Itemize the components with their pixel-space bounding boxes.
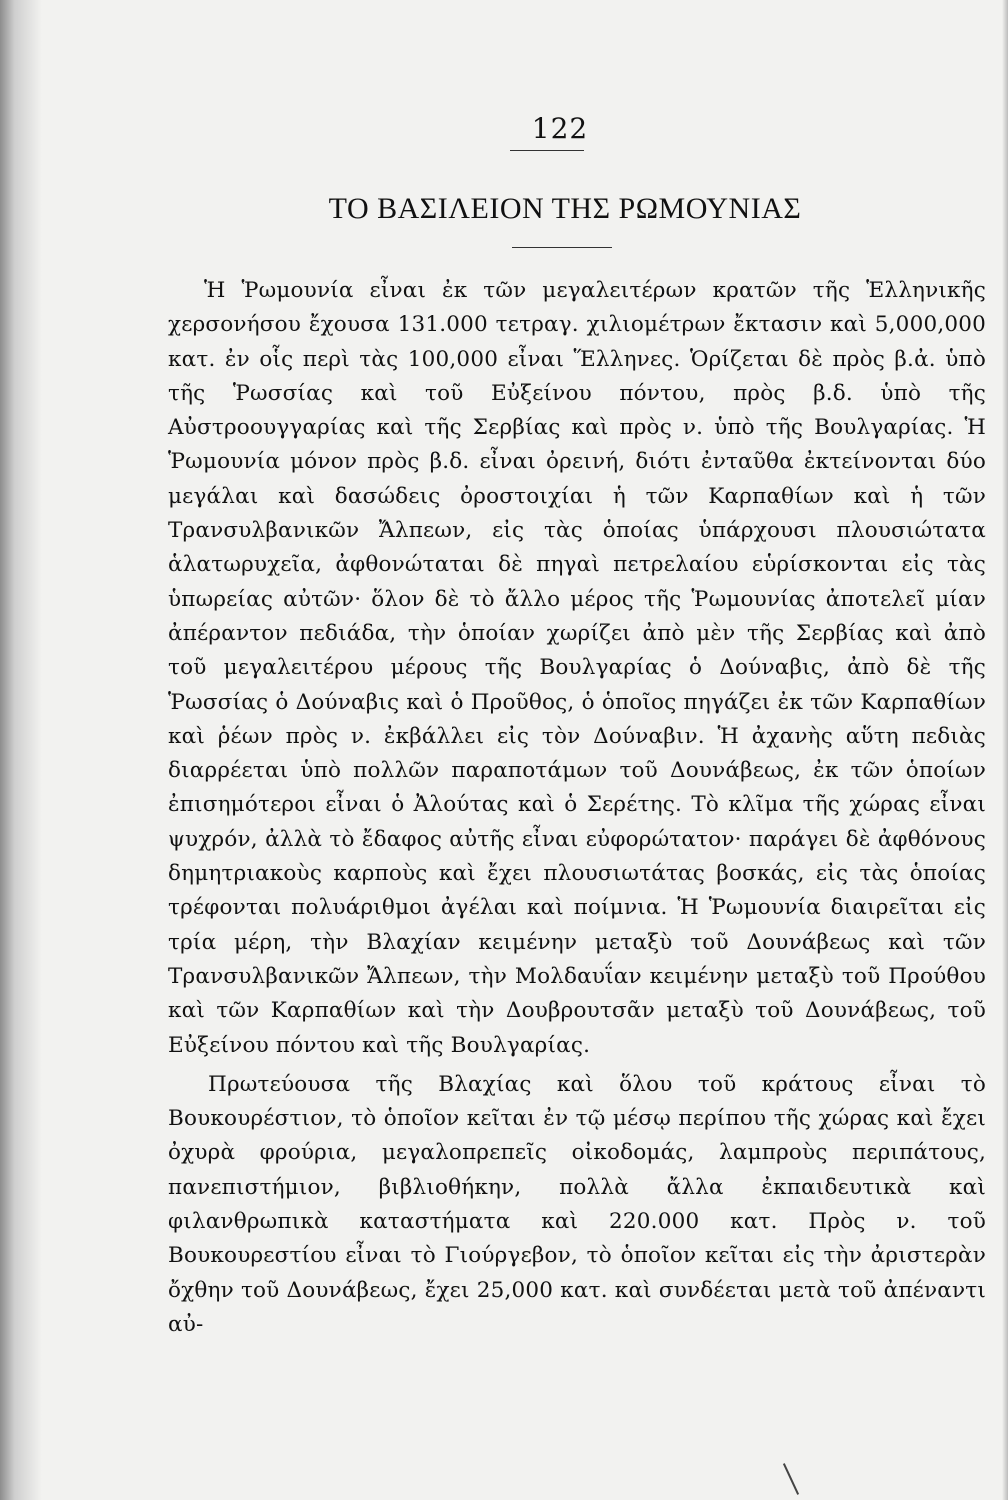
page-number-rule (510, 150, 584, 151)
paragraph-2: Πρωτεύουσα τῆς Βλαχίας καὶ ὅλου τοῦ κράτους εἶναι τὸ Βουκουρέστιον, τὸ ὁποῖον κεῖται ἐν τῷ μέσῳ περίπου τῆς χώρας καὶ ἔχει ὀχυρὰ φρούρια, μεγαλοπρεπεῖς οἰκοδομάς, λαμπροὺς περιπάτους, πανεπιστήμιον, βιβλιοθήκην, πολλὰ ἄλλα ἐκπαιδευτικὰ καὶ φιλανθρωπικὰ καταστήματα καὶ 220.000 κατ. Πρὸς ν. τοῦ Βουκουρεστίου εἶναι τὸ Γιούργεβον, τὸ ὁποῖον κεῖται εἰς τὴν ἀριστερὰν ὄχθην τοῦ Δουνάβεως, ἔχει 25,000 κατ. καὶ συνδέεται μετὰ τοῦ ἀπέναντι αὐ- (168, 1071, 986, 1337)
stray-pencil-mark (783, 1463, 799, 1495)
title-rule (512, 247, 612, 248)
body-text (168, 274, 986, 1342)
chapter-title: ΤΟ ΒΑΣΙΛΕΙΟΝ ΤΗΣ ΡΩΜΟΥΝΙΑΣ (328, 192, 802, 225)
paragraph-1: Ἡ Ῥωμουνία εἶναι ἐκ τῶν μεγαλειτέρων κρατῶν τῆς Ἑλληνικῆς χερσονήσου ἔχουσα 131.000 τετραγ. χιλιομέτρων ἔκτασιν καὶ 5,000,000 κατ. ἐν οἷς περὶ τὰς 100,000 εἶναι Ἕλληνες. Ὁρίζεται δὲ πρὸς β.ἀ. ὑπὸ τῆς Ῥωσσίας καὶ τοῦ Εὐξείνου πόντου, πρὸς β.δ. ὑπὸ τῆς Αὐστροουγγαρίας καὶ τῆς Σερβίας καὶ πρὸς ν. ὑπὸ τῆς Βουλγαρίας. Ἡ Ῥωμουνία μόνον πρὸς β.δ. εἶναι ὀρεινή, διότι ἐνταῦθα ἐκτείνονται δύο μεγάλαι καὶ δασώδεις ὀροστοιχίαι ἡ τῶν Καρπαθίων καὶ ἡ τῶν Τρανσυλβανικῶν Ἄλπεων, εἰς τὰς ὁποίας ὑπάρχουσι πλουσιώτατα ἁλατωρυχεῖα, ἀφθονώταται δὲ πηγαὶ πετρελαίου εὑρίσκονται εἰς τὰς ὑπωρείας αὐτῶν· ὅλον δὲ τὸ ἄλλο μέρος τῆς Ῥωμουνίας ἀποτελεῖ μίαν ἀπέραντον πεδιάδα, τὴν ὁποίαν χωρίζει ἀπὸ μὲν τῆς Σερβίας καὶ ἀπὸ τοῦ μεγαλειτέρου μέρους τῆς Βουλγαρίας ὁ Δούναβις, ἀπὸ δὲ τῆς Ῥωσσίας ὁ Δούναβις καὶ ὁ Προῦθος, ὁ ὁποῖος πηγάζει ἐκ τῶν Καρπαθίων καὶ ῥέων πρὸς ν. ἐκβάλλει εἰς τὸν Δούναβιν. Ἡ ἀχανὴς αὕτη πεδιὰς διαρρέεται ὑπὸ πολλῶν παραποτάμων τοῦ Δουνάβεως, ἐκ τῶν ὁποίων ἐπισημότεροι εἶναι ὁ Ἀλούτας καὶ ὁ Σερέτης. Τὸ κλῖμα τῆς χώρας εἶναι ψυχρόν, ἀλλὰ τὸ ἔδαφος αὐτῆς εἶναι εὐφορώτατον· παράγει δὲ ἀφθόνους δημητριακοὺς καρποὺς καὶ ἔχει πλουσιωτάτας βοσκάς, εἰς τὰς ὁποίας τρέφονται πολυάριθμοι ἀγέλαι καὶ ποίμνια. Ἡ Ῥωμουνία διαιρεῖται εἰς τρία μέρη, τὴν Βλαχίαν κειμένην μεταξὺ τοῦ Δουνάβεως καὶ τῶν Τρανσυλβανικῶν Ἄλπεων, τὴν Μολδαυΐαν κειμένην μεταξὺ τοῦ Προύθου καὶ τῶν Καρπαθίων καὶ τὴν Δουβρουτσᾶν μεταξὺ τοῦ Δουνάβεως, τοῦ Εὐξείνου πόντου καὶ τῆς Βουλγαρίας. (168, 278, 986, 1058)
page-number: 122 (531, 112, 589, 145)
